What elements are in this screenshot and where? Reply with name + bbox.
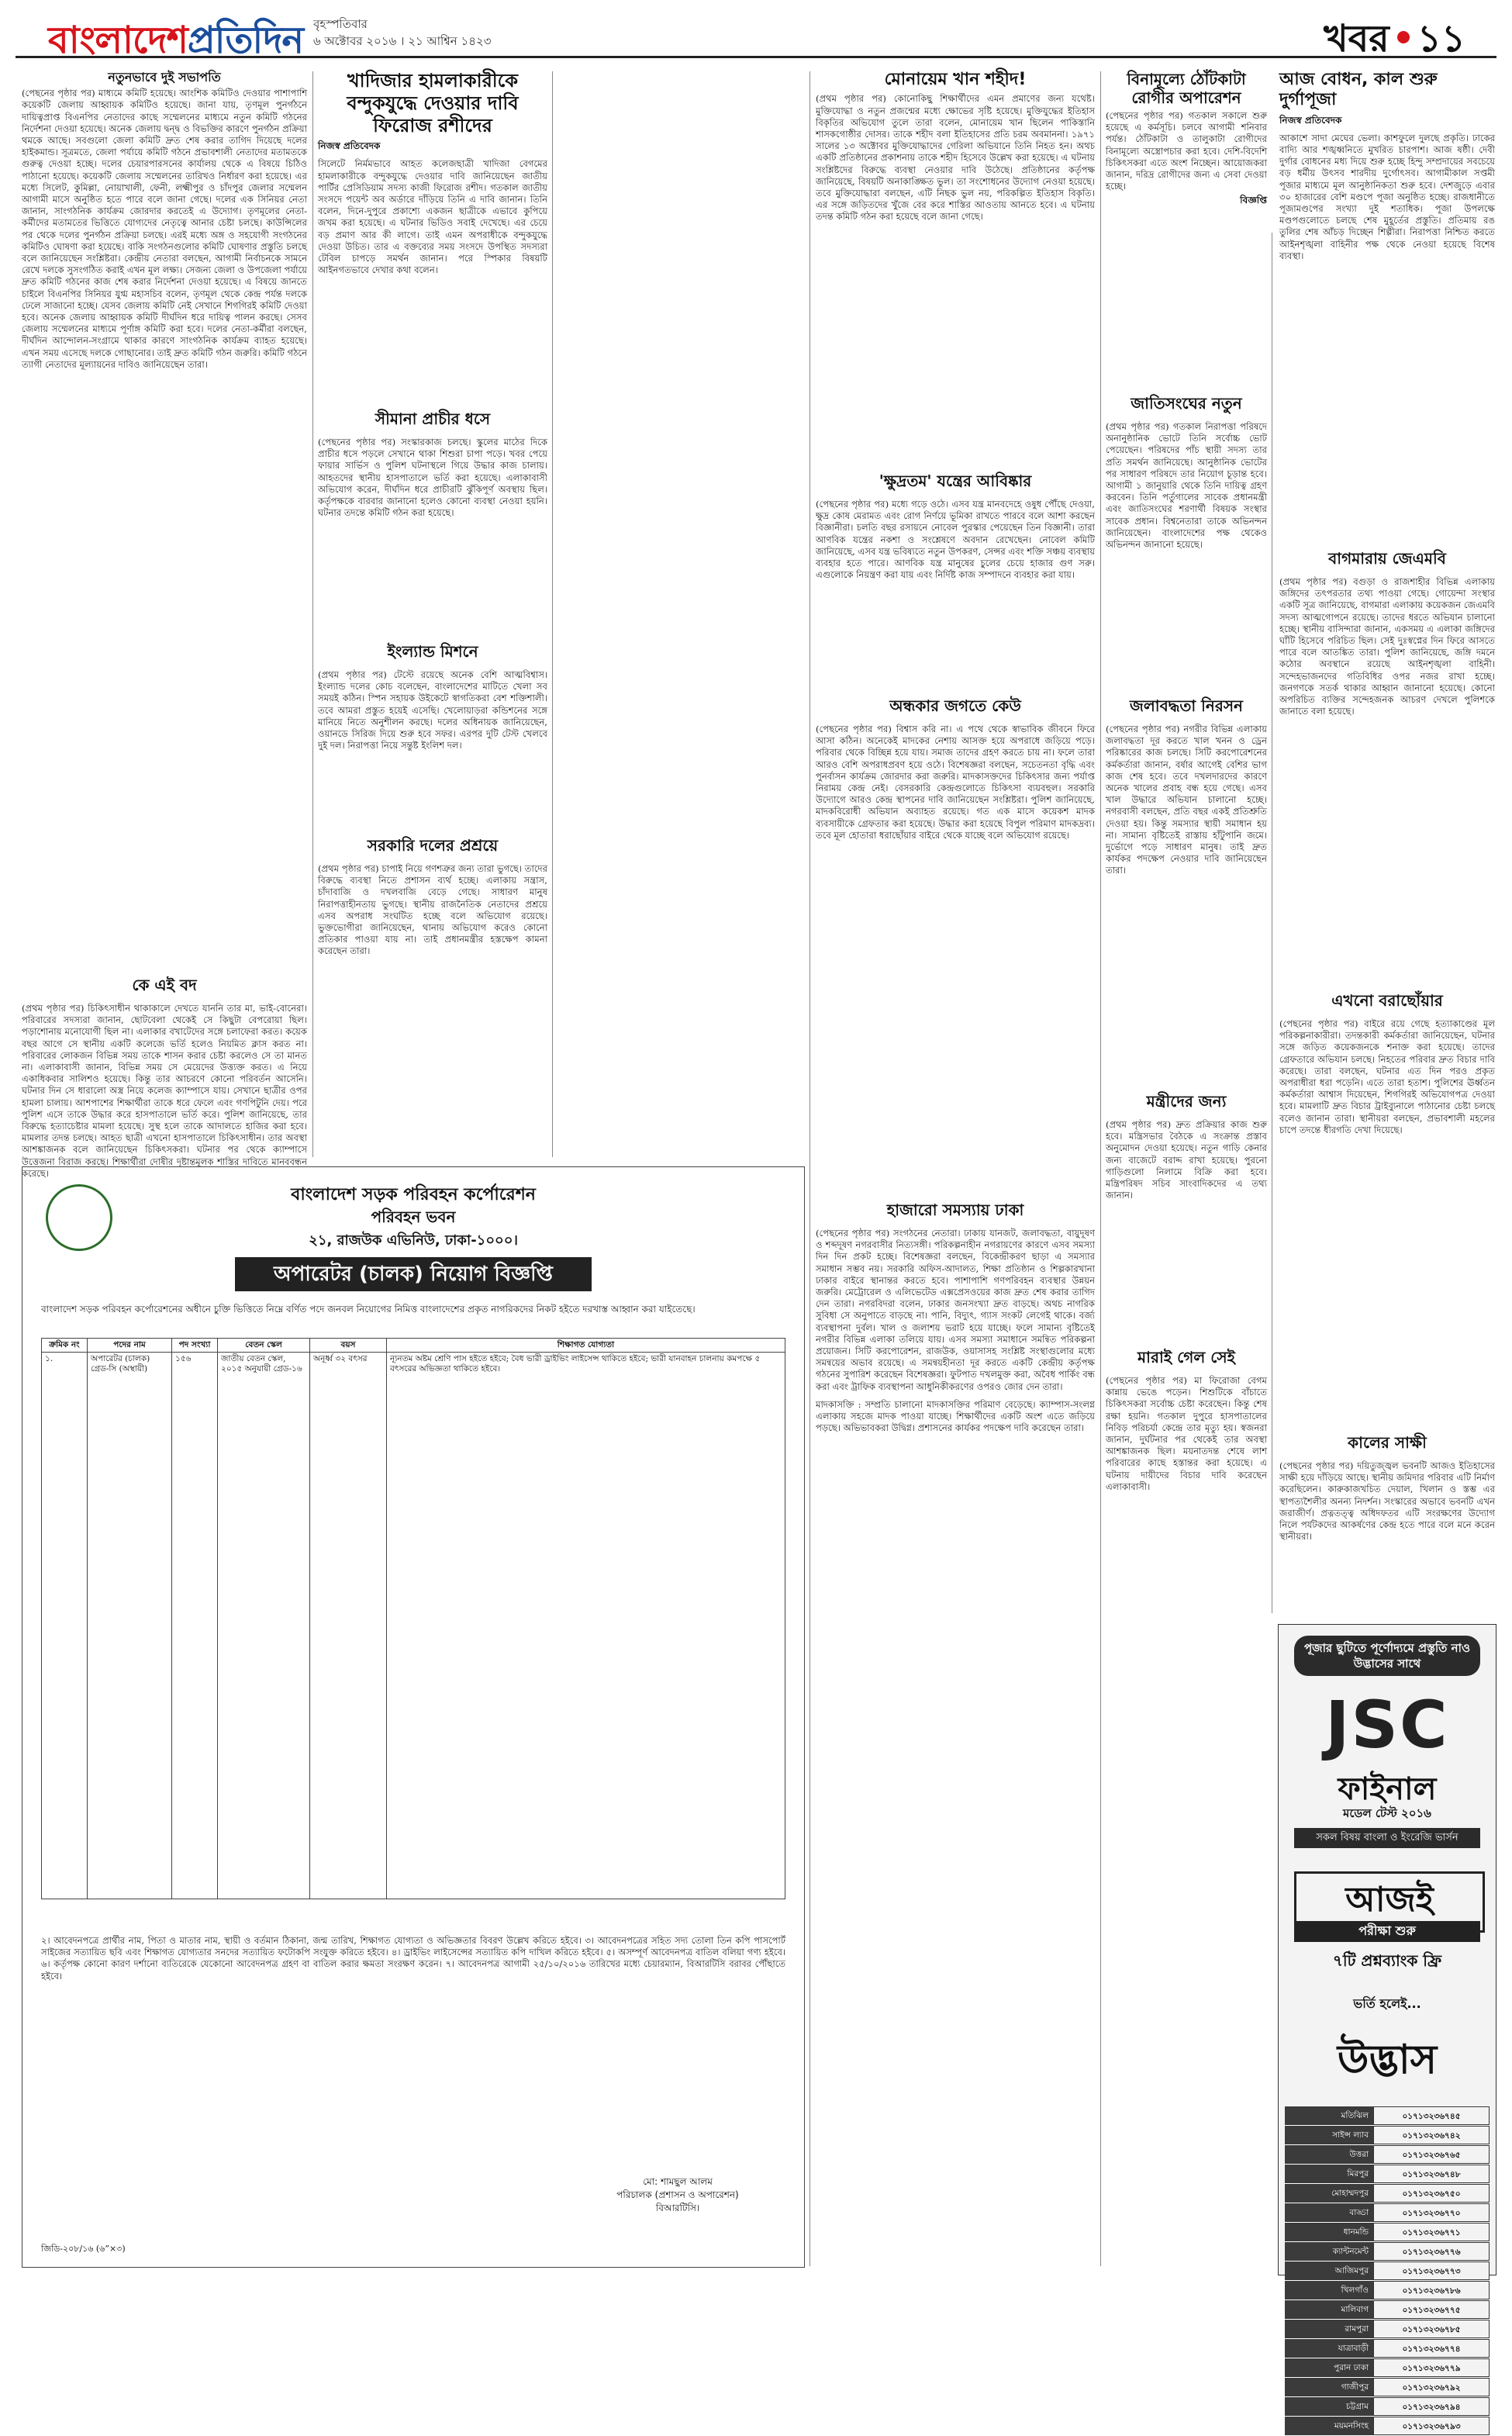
column-rule <box>552 71 553 1157</box>
branch-row <box>1285 2416 1490 2435</box>
cell-post: অপারেটর (চালক) গ্রেড-সি (অস্থায়ী) <box>88 1353 172 1899</box>
cell-serial: ১. <box>42 1353 88 1899</box>
branch-name: ক্যান্টনমেন্ট <box>1285 2242 1373 2261</box>
branch-row <box>1285 2300 1490 2319</box>
branch-name: গাজীপুর <box>1285 2378 1373 2396</box>
branch-row <box>1285 2183 1490 2203</box>
jsc-brand: JSC <box>1325 1687 1449 1763</box>
article-body: (পেছনের পৃষ্ঠার পর) নগরীর বিভিন্ন এলাকায় জলাবদ্ধতা দূর করতে খাল খনন ও ড্রেন পরিষ্কারের কাজ চলছে। সিটি করপোরেশনের কর্মকর্তারা জানান, বর্ষার আগেই বেশির ভাগ কাজ শেষ হবে। তবে দখলদারদের কারণে অনেক খালের প্রবাহ বন্ধ হয়ে গেছে। এসব খাল উদ্ধারে অভিযান চালানো হচ্ছে। নগরবাসী বলছেন, প্রতি বছর একই প্রতিশ্রুতি দেওয়া হয়। কিন্তু সমস্যার স্থায়ী সমাধান হয় না। সামান্য বৃষ্টিতেই রাস্তায় হাঁটুপানি জমে। দুর্ভোগে পড়ে সাধারণ মানুষ। তাই দ্রুত কার্যকর পদক্ষেপ নেওয়ার দাবি জানিয়েছেন তারা। <box>1106 724 1267 876</box>
branch-name: রামপুরা <box>1285 2320 1373 2338</box>
ad-address: ২১, রাজউক এভিনিউ, ঢাকা-১০০০। <box>309 1232 518 1249</box>
branch-phone[interactable]: ০১৭১৩২৩৬৭৭৬ <box>1373 2242 1490 2261</box>
col-header: বয়স <box>310 1339 387 1353</box>
signatory-name: মো: শামছুল আলম <box>643 2176 713 2187</box>
byline: নিজস্ব প্রতিবেদক <box>1279 114 1342 126</box>
branch-contact-table <box>1285 2106 1490 2435</box>
cell-qualification: ন্যূনতম অষ্টম শ্রেণি পাস হইতে হইবে; বৈধ ভারী ড্রাইভিং লাইসেন্স থাকিতে হইবে; ভারী যানবাহন চালনায় কমপক্ষে ৫ বৎসরের অভিজ্ঞতা থাকিতে হইবে। <box>387 1353 785 1899</box>
article-headline[interactable]: জলাবদ্ধতা নিরসন <box>1130 696 1243 715</box>
branch-name: যাত্রাবাড়ী <box>1285 2339 1373 2358</box>
article-headline[interactable]: বিনামূল্যে ঠোঁটকাটা রোগীর অপারেশন <box>1127 70 1246 107</box>
col-header: বেতন স্কেল <box>218 1339 310 1353</box>
article-molecular-machine <box>816 465 1095 682</box>
branch-phone[interactable]: ০১৭১৩২৩৬৭৪৫ <box>1373 2106 1490 2125</box>
branch-name: পুরান ঢাকা <box>1285 2358 1373 2377</box>
masthead <box>16 11 1496 62</box>
branch-name: মালিবাগ <box>1285 2300 1373 2319</box>
jobs-table <box>41 1338 785 1899</box>
article-body: আকাশে সাদা মেঘের ভেলা। কাশফুলে দুলছে প্রকৃতি। ঢাকের বাদ্যি আর শঙ্খধ্বনিতে মুখরিত চারপাশ। আজ ষষ্ঠী। দেবী দুর্গার বোধনের মধ্য দিয়ে শুরু হচ্ছে হিন্দু সম্প্রদায়ের সবচেয়ে বড় ধর্মীয় উৎসব শারদীয় দুর্গোৎসব। আগামীকাল সপ্তমী পূজার মাধ্যমে মূল আনুষ্ঠানিকতা শুরু হবে। দেশজুড়ে এবার ৩০ হাজারের বেশি মণ্ডপে পূজা অনুষ্ঠিত হচ্ছে। রাজধানীতে পূজামণ্ডপের সংখ্যা দুই শতাধিক। পূজা উপলক্ষে মণ্ডপগুলোতে চলছে শেষ মুহূর্তের প্রস্তুতি। প্রতিমায় রঙ তুলির শেষ আঁচড় দিচ্ছেন শিল্পীরা। নিরাপত্তা নিশ্চিত করতে আইনশৃঙ্খলা বাহিনীর পক্ষ থেকে নেওয়া হয়েছে বিশেষ ব্যবস্থা। <box>1279 132 1495 261</box>
branch-row <box>1285 2338 1490 2358</box>
jsc-today-sub: পরীক্ষা শুরু <box>1294 1921 1480 1942</box>
article-body: (পেছনের পৃষ্ঠার পর) মা ফিরোজা বেগম কান্নায় ভেঙে পড়েন। শিশুটিকে বাঁচাতে চিকিৎসকরা সর্বোচ্চ চেষ্টা করেছেন। কিন্তু শেষ রক্ষা হয়নি। গতকাল দুপুরে হাসপাতালের নিবিড় পরিচর্যা কেন্দ্রে তার মৃত্যু হয়। স্বজনরা জানান, দুর্ঘটনার পর থেকেই তার অবস্থা আশঙ্কাজনক ছিল। ময়নাতদন্ত শেষে লাশ পরিবারের কাছে হস্তান্তর করা হয়েছে। এ ঘটনায় দায়ীদের বিচার দাবি করেছেন এলাকাবাসী। <box>1106 1375 1267 1492</box>
branch-row <box>1285 2164 1490 2183</box>
branch-phone[interactable]: ০১৭১৩২৩৬৭৭৩ <box>1373 2262 1490 2280</box>
branch-name: চট্টগ্রাম <box>1285 2397 1373 2416</box>
article-headline[interactable]: হাজারো সমস্যায় ঢাকা <box>886 1201 1024 1219</box>
branch-name: বাড্ডা <box>1285 2203 1373 2222</box>
branch-row <box>1285 2144 1490 2164</box>
section-name: খবর <box>1324 17 1389 60</box>
article-body-continued: মাদকাসক্তি : সম্প্রতি চালানো মাদকাসক্তির পরিমাণ বেড়েছে। ক্যাম্পাস-সংলগ্ন এলাকায় সহজে মাদক পাওয়া যাচ্ছে। শিক্ষার্থীদের একটি অংশ এতে জড়িয়ে পড়ছে। অভিভাবকরা উদ্বিগ্ন। প্রশাসনের কার্যকর পদক্ষেপ দাবি করেছেন তারা। <box>816 1398 1095 1434</box>
article-khadija <box>318 70 547 396</box>
cell-count: ১৫৬ <box>172 1353 218 1899</box>
article-waterlogging <box>1106 690 1267 1078</box>
branch-row <box>1285 2241 1490 2261</box>
article-durga-puja <box>1279 70 1495 535</box>
branch-phone[interactable]: ০১৭১৩২৩৬৭৭৪ <box>1373 2339 1490 2358</box>
ad-terms: ২। আবেদনপত্রে প্রার্থীর নাম, পিতা ও মাতার নাম, স্থায়ী ও বর্তমান ঠিকানা, জন্ম তারিখ, শিক্ষাগত যোগ্যতা ও অভিজ্ঞতার বিবরণ উল্লেখ করিতে হইবে। ৩। আবেদনপত্রের সহিত সদ্য তোলা তিন কপি পাসপোর্ট সাইজের সত্যায়িত ছবি এবং শিক্ষাগত যোগ্যতার সনদের সত্যায়িত ফটোকপি সংযুক্ত করিতে হইবে। ৪। ড্রাইভিং লাইসেন্সের সত্যায়িত কপি দাখিল করিতে হইবে। ৫। অসম্পূর্ণ আবেদনপত্র বাতিল বলিয়া গণ্য হইবে। ৬। কর্তৃপক্ষ কোনো কারণ দর্শানো ব্যতিরেকে যেকোনো আবেদনপত্র গ্রহণ বা বাতিল করার ক্ষমতা সংরক্ষণ করেন। ৭। আবেদনপত্র আগামী ২৫/১০/২০১৬ তারিখের মধ্যে চেয়ারম্যান, বিআরটিসি বরাবর পৌঁছাতে হইবে। <box>41 1935 785 1982</box>
jsc-model-test: মডেল টেস্ট ২০১৬ <box>1343 1806 1431 1820</box>
branch-row <box>1285 2106 1490 2125</box>
branch-row <box>1285 2396 1490 2416</box>
column-rule <box>1100 71 1101 2266</box>
article-headline[interactable]: জাতিসংঘের নতুন <box>1131 394 1242 413</box>
article-party-committee <box>22 70 307 962</box>
branch-name: মতিঝিল <box>1285 2106 1373 2125</box>
branch-phone[interactable]: ০১৭১৩২৩৬৭৮৫ <box>1373 2320 1490 2338</box>
branch-name: মিরপুর <box>1285 2165 1373 2183</box>
article-body: (প্রথম পৃষ্ঠার পর) গতকাল নিরাপত্তা পরিষদে অনানুষ্ঠানিক ভোটে তিনি সর্বোচ্চ ভোট পেয়েছেন। পরিষদের পাঁচ স্থায়ী সদস্য তার প্রতি সমর্থন জানিয়েছে। আনুষ্ঠানিক ভোটের পর সাধারণ পরিষদে তার নিয়োগ চূড়ান্ত হবে। আগামী ১ জানুয়ারি থেকে তিনি দায়িত্ব গ্রহণ করবেন। তিনি পর্তুগালের সাবেক প্রধানমন্ত্রী এবং জাতিসংঘের শরণার্থী বিষয়ক সংস্থার সাবেক প্রধান। বিশ্বনেতারা তাকে অভিনন্দন জানিয়েছেন। বাংলাদেশের পক্ষ থেকেও অভিনন্দন জানানো হয়েছে। <box>1106 421 1267 551</box>
article-cleft-lip <box>1106 70 1267 380</box>
branch-name: সাইন্স ল্যাব <box>1285 2126 1373 2144</box>
branch-name: খিলগাঁও <box>1285 2281 1373 2300</box>
article-body: (প্রথম পৃষ্ঠার পর) কোনোকিছু শিক্ষার্থীদের এমন প্রমাণের জন্য যথেষ্ট। মুক্তিযোদ্ধা ও নতুন প্রজন্মের মধ্যে ক্ষোভের সৃষ্টি হয়েছে। মুক্তিযুদ্ধের ইতিহাস বিকৃতির অভিযোগ তুলে তারা বলেন, মোনায়েম খান ছিলেন পাকিস্তানি শাসকগোষ্ঠীর দোসর। তাকে শহীদ বলা ইতিহাসের প্রতি চরম অবমাননা। ১৯৭১ সালের ১৩ অক্টোবর মুক্তিযোদ্ধাদের গেরিলা অভিযানে তিনি নিহত হন। অথচ একটি প্রতিষ্ঠানের প্রকাশনায় তাকে শহীদ হিসেবে উল্লেখ করা হয়েছে। এ ঘটনায় সংশ্লিষ্টদের বিরুদ্ধে ব্যবস্থা নেওয়ার দাবি উঠেছে। প্রতিষ্ঠানের কর্তৃপক্ষ জানিয়েছে, বিষয়টি অনাকাঙ্ক্ষিত ভুল। তা সংশোধনের উদ্যোগ নেওয়া হয়েছে। তবে মুক্তিযোদ্ধারা বলছেন, এটি নিছক ভুল নয়, পরিকল্পিত ইতিহাস বিকৃতি। এর সঙ্গে জড়িতদের খুঁজে বের করে শাস্তির আওতায় আনতে হবে। এ ঘটনায় তদন্ত কমিটি গঠন করা হয়েছে বলে জানা গেছে। <box>816 93 1095 223</box>
article-ministers <box>1106 1086 1267 1334</box>
branch-name: আজিমপুর <box>1285 2262 1373 2280</box>
article-ruling-party <box>318 830 547 1156</box>
branch-phone[interactable]: ০১৭১৩২৩৬৭৮৬ <box>1373 2281 1490 2300</box>
article-body: (পেছনের পৃষ্ঠার পর) বাইরে রয়ে গেছে হত্যাকাণ্ডের মূল পরিকল্পনাকারীরা। তদন্তকারী কর্মকর্তারা জানিয়েছেন, ঘটনার সঙ্গে জড়িত কয়েকজনকে শনাক্ত করা হয়েছে। তাদের গ্রেফতারে অভিযান চলছে। নিহতের পরিবার দ্রুত বিচার দাবি করেছে। তারা বলছেন, ঘটনার এত দিন পরও প্রকৃত অপরাধীরা ধরা পড়েনি। এতে তারা হতাশ। পুলিশের ঊর্ধ্বতন কর্মকর্তারা আশ্বাস দিয়েছেন, শিগগিরই অভিযোগপত্র দেওয়া হবে। মামলাটি দ্রুত বিচার ট্রাইব্যুনালে পাঠানোর চেষ্টা চলছে বলেও জানান তারা। স্থানীয়রা বলছেন, প্রভাবশালী মহলের চাপে তদন্তে ধীরগতি দেখা দিয়েছে। <box>1279 1018 1495 1135</box>
article-body: (প্রথম পৃষ্ঠার পর) বগুড়া ও রাজশাহীর বিভিন্ন এলাকায় জঙ্গিদের তৎপরতার তথ্য পাওয়া গেছে। গোয়েন্দা সংস্থার একটি সূত্র জানিয়েছে, বাগমারা এলাকায় কয়েকজন জেএমবি সদস্য আত্মগোপনে রয়েছে। তাদের ধরতে অভিযান চালানো হচ্ছে। স্থানীয় বাসিন্দারা জানান, একসময় এ এলাকা জঙ্গিদের ঘাঁটি হিসেবে পরিচিত ছিল। সেই দুঃস্বপ্নের দিন ফিরে আসতে পারে বলে আতঙ্কিত তারা। পুলিশ জানিয়েছে, জঙ্গি দমনে কঠোর অবস্থানে রয়েছে আইনশৃঙ্খলা বাহিনী। সন্দেহভাজনদের গতিবিধির ওপর নজর রাখা হচ্ছে। জনগণকে সতর্ক থাকার আহ্বান জানানো হয়েছে। কোনো অপরিচিত ব্যক্তির সন্দেহজনক আচরণ দেখলে পুলিশকে জানাতে বলা হয়েছে। <box>1279 576 1495 717</box>
branch-phone[interactable]: ০১৭১৩২৩৬৭৯৩ <box>1373 2417 1490 2435</box>
branch-row <box>1285 2222 1490 2241</box>
article-died <box>1106 1342 1267 2265</box>
article-headline[interactable]: এখনো বরাছোঁয়ার <box>1331 991 1443 1010</box>
article-body: (পেছনের পৃষ্ঠার পর) মাধ্যমে কমিটি হয়েছে। আংশিক কমিটিও দেওয়ার পাশাপাশি কয়েকটি জেলায় আহ্বায়ক কমিটিও হয়েছে। জানা যায়, তৃণমূল পুনর্গঠনে দায়িত্বপ্রাপ্ত বিএনপির নেতাদের কাছে সম্মেলনের মাধ্যমে নতুন কমিটি গঠনের নির্দেশনা দেওয়া হয়েছে। অনেক জেলায় দ্বন্দ্ব ও বিভক্তির কারণে পুনর্গঠন প্রক্রিয়া থমকে আছে। সবগুলো জেলা কমিটি দ্রুত শেষ করার তাগিদ দিয়েছে দলের হাইকমান্ড। সূত্রমতে, জেলা পর্যায়ে কমিটি গঠনে প্রভাবশালী নেতাদের মতামতকে গুরুত্ব দেওয়া হচ্ছে। দলের চেয়ারপারসনের কার্যালয় থেকে এ বিষয়ে চিঠিও পাঠানো হয়েছে। কয়েকটি জেলায় সম্মেলনের তারিখও নির্ধারণ করা হয়েছে। এর মধ্যে সিলেট, কুমিল্লা, নোয়াখালী, ফেনী, লক্ষ্মীপুর ও চাঁদপুর জেলার সম্মেলন আগামী মাসে অনুষ্ঠিত হতে পারে বলে জানা গেছে। দলের এক সিনিয়র নেতা জানান, সাংগঠনিক কার্যক্রম জোরদার করতেই এ উদ্যোগ। তৃণমূলের নেতা-কর্মীদের মতামতের ভিত্তিতে যোগ্যদের নেতৃত্বে আনার চেষ্টা চলছে। কাউন্সিলের পর থেকে দলের পুনর্গঠন প্রক্রিয়া চলছে। এরই মধ্যে অঙ্গ ও সহযোগী সংগঠনের কমিটিও ঘোষণা করা হয়েছে। বাকি সংগঠনগুলোর কমিটি ঘোষণার প্রস্তুতি চলছে বলে জানিয়েছেন সংশ্লিষ্টরা। কেন্দ্রীয় নেতারা বলছেন, আগামী নির্বাচনকে সামনে রেখে দলকে সুসংগঠিত করাই এখন মূল লক্ষ্য। সেজন্য জেলা ও উপজেলা পর্যায়ে দ্রুত কমিটি গঠনের কাজ শেষ করার নির্দেশনা দেওয়া হয়েছে। এ বিষয়ে জানতে চাইলে বিএনপির সিনিয়র যুগ্ম মহাসচিব বলেন, তৃণমূল থেকে কেন্দ্র পর্যন্ত দলকে ঢেলে সাজানো হচ্ছে। যেসব জেলায় কমিটি নেই সেখানে শিগগিরই কমিটি দেওয়া হবে। অনেক জেলায় আহ্বায়ক কমিটি দীর্ঘদিন ধরে দায়িত্ব পালন করছে। সেসব জেলায় সম্মেলনের মাধ্যমে পূর্ণাঙ্গ কমিটি করা হবে। দলের নেতা-কর্মীরা বলছেন, দীর্ঘদিন আন্দোলন-সংগ্রামে থাকার কারণে সাংগঠনিক কার্যক্রম ব্যাহত হয়েছে। এখন সময় এসেছে দলকে গোছানোর। তাই দ্রুত কমিটি গঠন জরুরি। কমিটি গঠনে ত্যাগী নেতাদের মূল্যায়নের দাবিও জানিয়েছেন তারা। <box>22 88 307 370</box>
branch-row <box>1285 2261 1490 2280</box>
branch-phone[interactable]: ০১৭১৩২৩৬৭৯২ <box>1373 2378 1490 2396</box>
ad-building: পরিবহন ভবন <box>371 1208 456 1226</box>
logo-part1: বাংলাদেশ <box>48 19 188 62</box>
branch-row <box>1285 2125 1490 2144</box>
job-advertisement <box>22 1166 805 2268</box>
article-headline[interactable]: আজ বোধন, কাল শুরু দুর্গাপূজা <box>1279 70 1438 110</box>
section-title <box>1324 11 1465 72</box>
signatory-org: বিআরটিসি। <box>655 2203 700 2213</box>
article-monayem-khan <box>816 70 1095 458</box>
jsc-tagline: পূজার ছুটিতে পূর্ণোদ্যমে প্রস্তুতি নাও উদ্ভাসের সাথে <box>1294 1636 1480 1676</box>
ad-signature-block <box>565 2175 790 2215</box>
article-headline[interactable]: কালের সাক্ষী <box>1348 1433 1427 1452</box>
article-headline[interactable]: মোনায়েম খান শহীদ! <box>884 70 1027 89</box>
branch-row <box>1285 2280 1490 2300</box>
page-number: ১১ <box>1417 17 1465 60</box>
article-england-mission <box>318 636 547 822</box>
branch-phone[interactable]: ০১৭১৩২৩৬৭৫০ <box>1373 2184 1490 2203</box>
ad-reference: জিডি-২০৮/১৬ (৬”×৩) <box>41 2244 126 2254</box>
col-header: শিক্ষাগত যোগ্যতা <box>387 1339 785 1353</box>
article-headline[interactable]: 'ক্ষুদ্রতম' যন্ত্রের আবিষ্কার <box>879 472 1032 490</box>
branch-row <box>1285 2358 1490 2377</box>
jsc-offer-sub: ভর্তি হলেই... <box>1353 1996 1421 2011</box>
udvash-logo[interactable]: উদ্ভাস <box>1337 2037 1438 2083</box>
jsc-offer: ৭টি প্রশ্নব্যাংক ফ্রি <box>1332 1951 1442 1970</box>
article-body: (পেছনের পৃষ্ঠার পর) দয়িতুজ্জ্বল ভবনটি আজও ইতিহাসের সাক্ষী হয়ে দাঁড়িয়ে আছে। স্থানীয় জমিদার পরিবার এটি নির্মাণ করেছিলেন। কারুকাজখচিত দেয়াল, খিলান ও স্তম্ভ এর স্থাপত্যশৈলীর অনন্য নিদর্শন। সংস্কারের অভাবে ভবনটি এখন জরাজীর্ণ। প্রত্নতত্ত্ব অধিদফতর এটি সংরক্ষণের উদ্যোগ নিলে পর্যটকদের আকর্ষণের কেন্দ্র হতে পারে বলে মনে করেন স্থানীয়রা। <box>1279 1460 1495 1543</box>
article-dark-world <box>816 690 1095 1187</box>
article-headline[interactable]: সরকারি দলের প্রশ্রয়ে <box>367 836 499 855</box>
jsc-today: আজই <box>1294 1871 1485 1933</box>
col-header: ক্রমিক নং <box>42 1339 88 1353</box>
branch-phone[interactable]: ০১৭১৩২৩৬৭৭০ <box>1373 2203 1490 2222</box>
article-headline[interactable]: অন্ধকার জগতে কেউ <box>889 696 1021 715</box>
logo-part2: প্রতিদিন <box>187 19 304 62</box>
jsc-subjects: সকল বিষয় বাংলা ও ইংরেজি ভার্সন <box>1294 1828 1480 1848</box>
col-header: পদের নাম <box>88 1339 172 1353</box>
article-dhaka-problems <box>816 1194 1095 2265</box>
col-header: পদ সংখ্যা <box>172 1339 218 1353</box>
branch-row <box>1285 2377 1490 2396</box>
bullet-dot-icon <box>1397 31 1410 43</box>
article-body: (পেছনের পৃষ্ঠার পর) মধ্যে গড়ে ওঠে। এসব যন্ত্র মানবদেহে ওষুধ পৌঁছে দেওয়া, ক্ষুদ্র কোষ মেরামত এবং রোগ নির্ণয়ে ভূমিকা রাখতে পারবে বলে আশা করছেন বিজ্ঞানীরা। চলতি বছর রসায়নে নোবেল পুরস্কার পেয়েছেন তিন বিজ্ঞানী। তারা আণবিক যন্ত্রের নকশা ও সংশ্লেষণে অবদান রেখেছেন। নোবেল কমিটি জানিয়েছে, এসব যন্ত্র ভবিষ্যতে নতুন উপকরণ, সেন্সর এবং শক্তি সঞ্চয় ব্যবস্থায় ব্যবহার হতে পারে। আণবিক যন্ত্র মানুষের চুলের চেয়ে হাজার গুণ সরু। এগুলোকে নিয়ন্ত্রণ করা যায় এবং নির্দিষ্ট কাজ সম্পাদনে ব্যবহার করা যায়। <box>816 499 1095 581</box>
article-untraced <box>1279 985 1495 1419</box>
byline: বিজ্ঞপ্তি <box>1240 195 1267 206</box>
article-headline[interactable]: মারাই গেল সেই <box>1137 1348 1235 1367</box>
article-body: (পেছনের পৃষ্ঠার পর) বিশ্বাস করি না। এ পথে থেকে স্বাভাবিক জীবনে ফিরে আসা কঠিন। অনেকেই মাদকের নেশায় আসক্ত হয়ে অপরাধে জড়িয়ে পড়ে। পরিবার থেকে বিচ্ছিন্ন হয়ে যায়। সমাজ তাদের গ্রহণ করতে চায় না। ফলে তারা আরও বেশি অপরাধপ্রবণ হয়ে ওঠে। বিশেষজ্ঞরা বলছেন, সচেতনতা বৃদ্ধি এবং পুনর্বাসন কার্যক্রম জোরদার করা জরুরি। মাদকাসক্তদের চিকিৎসার জন্য পর্যাপ্ত নিরাময় কেন্দ্র নেই। বেসরকারি কেন্দ্রগুলোতে চিকিৎসা ব্যয়বহুল। সরকারি উদ্যোগে আরও কেন্দ্র স্থাপনের দাবি জানিয়েছেন সংশ্লিষ্টরা। পুলিশ জানিয়েছে, মাদকবিরোধী অভিযান অব্যাহত রয়েছে। গত এক মাসে কয়েকশ মাদক ব্যবসায়ীকে গ্রেফতার করা হয়েছে। উদ্ধার করা হয়েছে বিপুল পরিমাণ মাদকদ্রব্য। তবে মূল হোতারা ধরাছোঁয়ার বাইরে থেকে যাচ্ছে বলে অভিযোগ রয়েছে। <box>816 724 1095 841</box>
article-body: (পেছনের পৃষ্ঠার পর) সংগঠনের নেতারা। ঢাকায় যানজট, জলাবদ্ধতা, বায়ুদূষণ ও শব্দদূষণ নগরবাসীর নিত্যসঙ্গী। পরিকল্পনাহীন নগরায়ণের কারণে এসব সমস্যা দিন দিন প্রকট হচ্ছে। বিশেষজ্ঞরা বলছেন, বিকেন্দ্রীকরণ ছাড়া এ সমস্যার সমাধান সম্ভব নয়। সরকারি অফিস-আদালত, শিক্ষা প্রতিষ্ঠান ও শিল্পকারখানা ঢাকার বাইরে স্থানান্তর করতে হবে। পাশাপাশি গণপরিবহন ব্যবস্থার উন্নয়ন জরুরি। মেট্রোরেল ও এলিভেটেড এক্সপ্রেসওয়ের কাজ দ্রুত শেষ করার তাগিদ দেন তারা। নগরবিদরা বলেন, ঢাকার জনসংখ্যা দ্রুত বাড়ছে। অথচ নাগরিক সুবিধা সে অনুপাতে বাড়ছে না। পানি, বিদ্যুৎ, গ্যাস সংকট লেগেই থাকে। বর্জ্য ব্যবস্থাপনা দুর্বল। খাল ও জলাশয় ভরাট হয়ে যাচ্ছে। ফলে সামান্য বৃষ্টিতেই নগরীর বিভিন্ন এলাকা তলিয়ে যায়। এসব সমস্যা সমাধানে সমন্বিত পরিকল্পনা প্রয়োজন। সিটি করপোরেশন, রাজউক, ওয়াসাসহ সংশ্লিষ্ট সংস্থাগুলোর মধ্যে সমন্বয়ের অভাব রয়েছে। এ সমন্বয়হীনতা দূর করতে একটি কেন্দ্রীয় কর্তৃপক্ষ গঠনের সুপারিশ করেছেন বিশেষজ্ঞরা। ফুটপাত দখলমুক্ত করা, অবৈধ পার্কিং বন্ধ করা এবং ট্রাফিক ব্যবস্থাপনা আধুনিকীকরণের ওপরও জোর দেন তারা। <box>816 1228 1095 1392</box>
signatory-title: পরিচালক (প্রশাসন ও অপারেশন) <box>616 2189 739 2200</box>
article-who-is <box>22 969 307 1179</box>
article-body: (প্রথম পৃষ্ঠার পর) টেস্টে রয়েছে অনেক বেশি আত্মবিশ্বাস। ইংল্যান্ড দলের কোচ বলেছেন, বাংলাদেশের মাটিতে খেলা সব সময়ই কঠিন। স্পিন সহায়ক উইকেটে স্বাগতিকরা বেশ শক্তিশালী। তবে আমরা প্রস্তুত হয়েই এসেছি। খেলোয়াড়রা কন্ডিশনের সঙ্গে মানিয়ে নিতে অনুশীলন করছে। দলের অধিনায়ক জানিয়েছেন, ওয়ানডে সিরিজ দিয়ে শুরু হবে সফর। এরপর দুটি টেস্ট খেলবে দুই দল। নিরাপত্তা নিয়ে সন্তুষ্ট ইংলিশ দল। <box>318 669 547 752</box>
article-headline[interactable]: মন্ত্রীদের জন্য <box>1146 1092 1227 1111</box>
branch-phone[interactable]: ০১৭১৩২৩৬৭৭১ <box>1373 2223 1490 2241</box>
article-body: (পেছনের পৃষ্ঠার পর) গতকাল সকালে শুরু হয়েছে এ কর্মসূচি। চলবে আগামী শনিবার পর্যন্ত। ঠোঁটকাটা ও তালুকাটা রোগীদের বিনামূল্যে অস্ত্রোপচার করা হবে। দেশি-বিদেশি চিকিৎসকরা এতে অংশ নিচ্ছেন। আয়োজকরা জানান, দরিদ্র রোগীদের জন্য এ সেবা দেওয়া হচ্ছে। <box>1106 110 1267 192</box>
branch-phone[interactable]: ০১৭১৩২৩৬৭৪৮ <box>1373 2165 1490 2183</box>
table-row <box>42 1353 785 1899</box>
branch-name: উত্তরা <box>1285 2145 1373 2164</box>
branch-phone[interactable]: ০১৭১৩২৩৬৭৭৯ <box>1373 2358 1490 2377</box>
branch-row <box>1285 2203 1490 2222</box>
ad-title: অপারেটর (চালক) নিয়োগ বিজ্ঞপ্তি <box>235 1257 592 1291</box>
article-body: (প্রথম পৃষ্ঠার পর) চাপাই নিয়ে গণশত্রুর জন্য তারা ভুগছে। তাদের বিরুদ্ধে ব্যবস্থা নিতে প্রশাসন ব্যর্থ হচ্ছে। এলাকায় সন্ত্রাস, চাঁদাবাজি ও দখলবাজি বেড়ে গেছে। সাধারণ মানুষ নিরাপত্তাহীনতায় ভুগছে। স্থানীয় রাজনৈতিক নেতাদের প্রশ্রয়ে এসব অপরাধ সংঘটিত হচ্ছে বলে অভিযোগ রয়েছে। ভুক্তভোগীরা জানিয়েছেন, থানায় অভিযোগ করেও কোনো প্রতিকার পাওয়া যায় না। তাই প্রধানমন্ত্রীর হস্তক্ষেপ কামনা করেছেন তারা। <box>318 863 547 957</box>
article-body: সিলেটে নির্মমভাবে আহত কলেজছাত্রী খাদিজা বেগমের হামলাকারীকে বন্দুকযুদ্ধে দেওয়ার দাবি জানিয়েছেন জাতীয় পার্টির প্রেসিডিয়াম সদস্য কাজী ফিরোজ রশীদ। গতকাল জাতীয় সংসদে পয়েন্ট অব অর্ডারে দাঁড়িয়ে তিনি এ দাবি জানান। তিনি বলেন, দিনে-দুপুরে প্রকাশ্যে একজন ছাত্রীকে এভাবে কুপিয়ে জখম করা হয়েছে। এ ঘটনার ভিডিও সবাই দেখেছে। এর চেয়ে বড় প্রমাণ আর কী লাগে। তাই এমন অপরাধীকে বন্দুকযুদ্ধে দেওয়া উচিত। তার এ বক্তব্যের সময় সংসদে উপস্থিত সদস্যরা টেবিল চাপড়ে সমর্থন জানান। পরে স্পিকার বিষয়টি আইনগতভাবে দেখার কথা বলেন। <box>318 158 547 276</box>
cell-scale: জাতীয় বেতন স্কেল, ২০১৫ অনুযায়ী গ্রেড-১৬ <box>218 1353 310 1899</box>
ad-intro: বাংলাদেশ সড়ক পরিবহন কর্পোরেশনের অধীনে চুক্তি ভিত্তিতে নিম্নে বর্ণিত পদে জনবল নিয়োগের নিমিত্ত বাংলাদেশের প্রকৃত নাগরিকদের নিকট হইতে দরখাস্ত আহ্বান করা যাইতেছে। <box>41 1304 696 1315</box>
article-wall-collapse <box>318 403 547 628</box>
branch-phone[interactable]: ০১৭১৩২৩৬৭৭৫ <box>1373 2300 1490 2319</box>
jsc-advertisement <box>1278 1624 1496 2431</box>
dateline <box>313 16 492 50</box>
branch-row <box>1285 2319 1490 2338</box>
branch-phone[interactable]: ০১৭১৩২৩৬৭৪২ <box>1373 2126 1490 2144</box>
column-rule <box>312 71 313 1157</box>
article-headline[interactable]: ইংল্যান্ড মিশনে <box>387 642 478 661</box>
newspaper-logo[interactable] <box>48 12 303 74</box>
branch-phone[interactable]: ০১৭১৩২৩৬৭৯৪ <box>1373 2397 1490 2416</box>
jsc-exam: ফাইনাল <box>1338 1771 1437 1807</box>
branch-name: মোহাম্মদপুর <box>1285 2184 1373 2203</box>
article-time-witness <box>1279 1427 1495 1619</box>
branch-name: ময়মনসিংহ <box>1285 2417 1373 2435</box>
branch-name: ধানমন্ডি <box>1285 2223 1373 2241</box>
article-body: (প্রথম পৃষ্ঠার পর) চিকিৎসাধীন থাকাকালে দেখতে যাননি তার মা, ভাই-বোনেরা। পরিবারের সদস্যরা জানান, ছোটবেলা থেকেই সে কিছুটা বেপরোয়া ছিল। পড়াশোনায় মনোযোগী ছিল না। এলাকার বখাটেদের সঙ্গে চলাফেরা করত। কয়েক বছর আগে সে স্থানীয় একটি কলেজে ভর্তি হলেও নিয়মিত ক্লাস করত না। পরিবারের লোকজন বিভিন্ন সময় তাকে শাসন করার চেষ্টা করলেও সে তা মানত না। এলাকাবাসী জানান, বিভিন্ন সময় সে মেয়েদের উত্ত্যক্ত করত। এ নিয়ে একাধিকবার সালিশও হয়েছে। কিন্তু তার আচরণে কোনো পরিবর্তন আসেনি। ঘটনার দিন সে ধারালো অস্ত্র নিয়ে কলেজ ক্যাম্পাসে যায়। সেখানে ছাত্রীর ওপর হামলা চালায়। আশপাশের শিক্ষার্থীরা তাকে ধরে ফেলে এবং গণপিটুনি দেয়। পরে পুলিশ এসে তাকে উদ্ধার করে হাসপাতালে ভর্তি করে। পুলিশ জানিয়েছে, তার বিরুদ্ধে হত্যাচেষ্টার মামলা হয়েছে। সুস্থ হলে তাকে আদালতে হাজির করা হবে। মামলার তদন্ত চলছে। আহত ছাত্রী এখনো হাসপাতালে চিকিৎসাধীন। তার অবস্থা আশঙ্কাজনক বলে জানিয়েছেন চিকিৎসকরা। ঘটনার পর থেকে ক্যাম্পাসে উত্তেজনা বিরাজ করছে। শিক্ষার্থীরা দোষীর দৃষ্টান্তমূলক শাস্তির দাবিতে মানববন্ধন করেছে। <box>22 1003 307 1179</box>
article-body: (পেছনের পৃষ্ঠার পর) সংস্কারকাজ চলছে। স্কুলের মাঠের দিকে প্রাচীর ধসে পড়লে সেখানে থাকা শিশুরা চাপা পড়ে। খবর পেয়ে ফায়ার সার্ভিস ও পুলিশ ঘটনাস্থলে গিয়ে উদ্ধার কাজ চালায়। আহতদের স্থানীয় হাসপাতালে ভর্তি করা হয়েছে। এলাকাবাসী অভিযোগ করেন, দীর্ঘদিন ধরে প্রাচীরটি ঝুঁকিপূর্ণ অবস্থায় ছিল। কর্তৃপক্ষকে বারবার জানানো হলেও কোনো ব্যবস্থা নেওয়া হয়নি। ঘটনার তদন্তে কমিটি গঠন করা হয়েছে। <box>318 437 547 519</box>
article-headline[interactable]: কে এই বদ <box>132 976 197 994</box>
cell-age: অনূর্ধ্ব ৩২ বৎসর <box>310 1353 387 1899</box>
branch-phone[interactable]: ০১৭১৩২৩৬৭৬৫ <box>1373 2145 1490 2164</box>
byline: নিজস্ব প্রতিবেদক <box>318 140 381 152</box>
article-bagmara-jmb <box>1279 543 1495 977</box>
article-headline[interactable]: বাগমারায় জেএমবি <box>1328 549 1446 568</box>
article-headline[interactable]: খাদিজার হামলাকারীকে বন্দুকযুদ্ধে দেওয়ার দাবি ফিরোজ রশীদের <box>347 70 519 136</box>
date: ৬ অক্টোবর ২০১৬ । ২১ আশ্বিন ১৪২৩ <box>313 34 492 48</box>
ad-org-name: বাংলাদেশ সড়ক পরিবহন কর্পোরেশন <box>291 1185 536 1204</box>
weekday: বৃহস্পতিবার <box>313 17 368 31</box>
article-un-new <box>1106 388 1267 682</box>
article-body: (প্রথম পৃষ্ঠার পর) দ্রুত প্রক্রিয়ার কাজ শুরু হবে। মন্ত্রিসভার বৈঠকে এ সংক্রান্ত প্রস্তাব অনুমোদন দেওয়া হয়েছে। নতুন গাড়ি কেনার জন্য বাজেটে বরাদ্দ রাখা হয়েছে। পুরনো গাড়িগুলো নিলামে বিক্রি করা হবে। মন্ত্রিপরিষদ সচিব সাংবাদিকদের এ তথ্য জানান। <box>1106 1119 1267 1201</box>
article-headline[interactable]: নতুনভাবে দুই সভাপতি <box>108 70 221 85</box>
article-headline[interactable]: সীমানা প্রাচীর ধসে <box>375 409 491 428</box>
